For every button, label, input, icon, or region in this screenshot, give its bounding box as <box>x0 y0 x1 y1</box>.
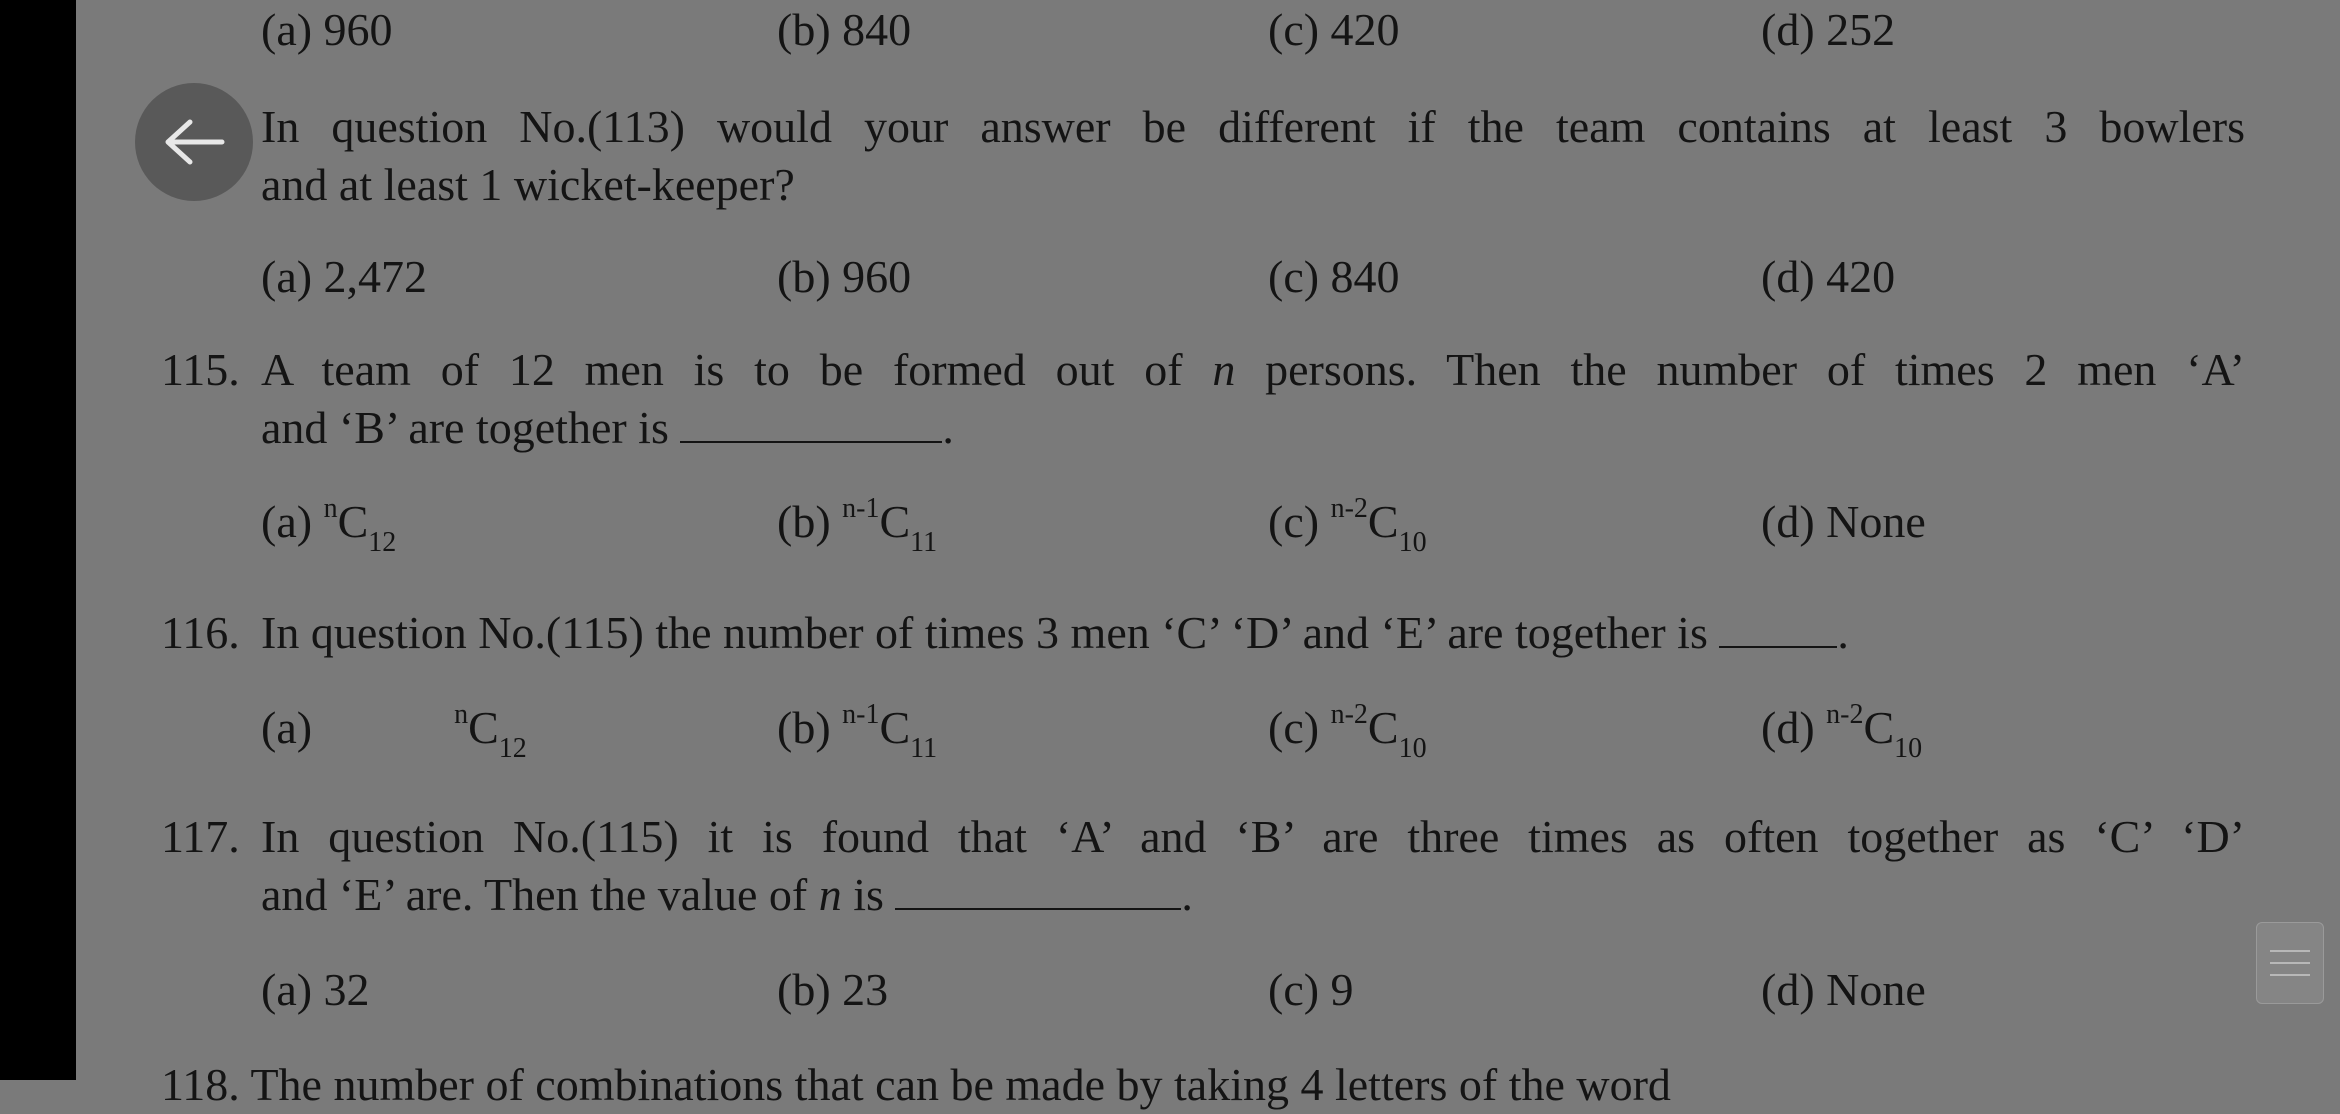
q116-text <box>261 604 2245 662</box>
q115-number: 115. <box>161 344 240 395</box>
q116-option-b <box>777 698 937 765</box>
q117-option-b: (b) 23 <box>777 964 889 1015</box>
q117-option-d: (d) None <box>1761 964 1926 1015</box>
q116-answer-blank <box>1719 606 1837 648</box>
q114-option-d: (d) 420 <box>1761 251 1896 302</box>
q115-option-b-base: C <box>879 496 911 547</box>
q115-option-c-combination <box>1330 493 1427 558</box>
q115-option-b <box>777 492 937 559</box>
q114-line-2: and at least 1 wicket-keeper? <box>261 159 795 210</box>
q113-option-a: (a) 960 <box>261 4 393 55</box>
q116-option-a-label: (a) <box>261 702 313 753</box>
q116-option-b-combination <box>842 699 938 764</box>
q115-line-2-text: and ‘B’ are together is <box>261 402 669 453</box>
q116-option-c <box>1268 698 1427 765</box>
q116-option-d-sup: n-2 <box>1826 699 1864 730</box>
q115-option-b-sub: 11 <box>910 527 938 558</box>
q115-option-d: (d) None <box>1761 496 1926 547</box>
q116-option-a-sub: 12 <box>498 733 527 764</box>
q117-answer-blank <box>895 868 1181 910</box>
q115-option-c-base: C <box>1367 496 1399 547</box>
q116-option-c-label: (c) <box>1268 702 1320 753</box>
q115-line-2: and ‘B’ are together is . <box>261 402 954 453</box>
q116-option-a-base: C <box>468 702 499 753</box>
q116-option-c-sup: n-2 <box>1330 699 1368 730</box>
q115-option-a-sup: n <box>323 493 338 524</box>
q116-option-d-combination <box>1826 699 1923 764</box>
q116-option-b-sub: 11 <box>910 733 938 764</box>
q115-option-c-sub: 10 <box>1398 527 1427 558</box>
q116-option-b-sup: n-1 <box>842 699 880 730</box>
q114-option-a: (a) 2,472 <box>261 251 428 302</box>
menu-lines-icon <box>2270 950 2310 952</box>
q115-option-b-combination <box>842 493 938 558</box>
menu-line <box>2270 974 2310 976</box>
q115-option-c-label: (c) <box>1268 496 1320 547</box>
q116-number: 116. <box>161 607 240 658</box>
q116-option-d-label: (d) <box>1761 702 1815 753</box>
q116-option-d-sub: 10 <box>1894 733 1923 764</box>
q115-line-1-post: persons. Then the number of times 2 men ‘A’ <box>1235 344 2245 395</box>
q116-option-b-base: C <box>879 702 911 753</box>
q116-option-c-base: C <box>1367 702 1399 753</box>
q114-text <box>261 98 2245 214</box>
q116-option-a-sup: n <box>454 699 469 730</box>
q115-text <box>261 341 2245 457</box>
menu-line <box>2270 962 2310 964</box>
document-page <box>76 0 2340 1080</box>
q115-option-a-label: (a) <box>261 496 313 547</box>
q114-option-c: (c) 840 <box>1268 251 1400 302</box>
left-black-bar <box>0 0 76 1080</box>
q115-option-b-sup: n-1 <box>842 493 880 524</box>
q113-option-b: (b) 840 <box>777 4 912 55</box>
q116-option-d <box>1761 698 1922 765</box>
q113-option-d: (d) 252 <box>1761 4 1896 55</box>
q117-line-2-post: is <box>841 869 884 920</box>
q115-option-a-sub: 12 <box>368 527 397 558</box>
q116-option-c-combination <box>1330 699 1427 764</box>
q116-option-b-label: (b) <box>777 702 831 753</box>
arrow-left-icon <box>162 118 226 166</box>
q118-partial-text: 118. The number of combinations that can be made by taking 4 letters of the word <box>161 1059 1671 1110</box>
q115-line-1-pre: A team of 12 men is to be formed out of <box>261 344 1213 395</box>
q117-line-2: and ‘E’ are. Then the value of n is . <box>261 869 1193 920</box>
q116-option-a <box>261 698 527 765</box>
q115-option-a-combination <box>323 493 397 558</box>
q116-option-c-sub: 10 <box>1398 733 1427 764</box>
q115-answer-blank <box>680 401 942 443</box>
q117-line-1: In question No.(115) it is found that ‘A’ and ‘B’ are three times as often together as ‘C’ ‘D’ <box>261 811 2245 862</box>
q117-var-n: n <box>818 869 842 920</box>
q117-option-a: (a) 32 <box>261 964 370 1015</box>
menu-button[interactable] <box>2256 922 2324 1004</box>
q117-text <box>261 808 2245 924</box>
back-button[interactable] <box>135 83 253 201</box>
q115-line-1 <box>261 341 2245 399</box>
q116-line-1: In question No.(115) the number of times 3 men ‘C’ ‘D’ and ‘E’ are together is . <box>261 607 1849 658</box>
q113-option-c: (c) 420 <box>1268 4 1400 55</box>
q117-line-2-pre: and ‘E’ are. Then the value of <box>261 869 819 920</box>
q117-option-c: (c) 9 <box>1268 964 1354 1015</box>
q117-number: 117. <box>161 811 240 862</box>
q114-option-b: (b) 960 <box>777 251 912 302</box>
q115-option-b-label: (b) <box>777 496 831 547</box>
q116-line-1-text: In question No.(115) the number of times 3 men ‘C’ ‘D’ and ‘E’ are together is <box>261 607 1708 658</box>
q115-option-a-base: C <box>337 496 369 547</box>
q115-option-a <box>261 492 396 559</box>
q115-var-n: n <box>1212 344 1236 395</box>
q115-option-c <box>1268 492 1427 559</box>
q115-option-c-sup: n-2 <box>1330 493 1368 524</box>
q114-line-1: In question No.(113) would your answer be different if the team contains at least 3 bowlers <box>261 101 2245 152</box>
q116-option-a-combination <box>454 699 527 764</box>
q116-option-d-base: C <box>1863 702 1895 753</box>
